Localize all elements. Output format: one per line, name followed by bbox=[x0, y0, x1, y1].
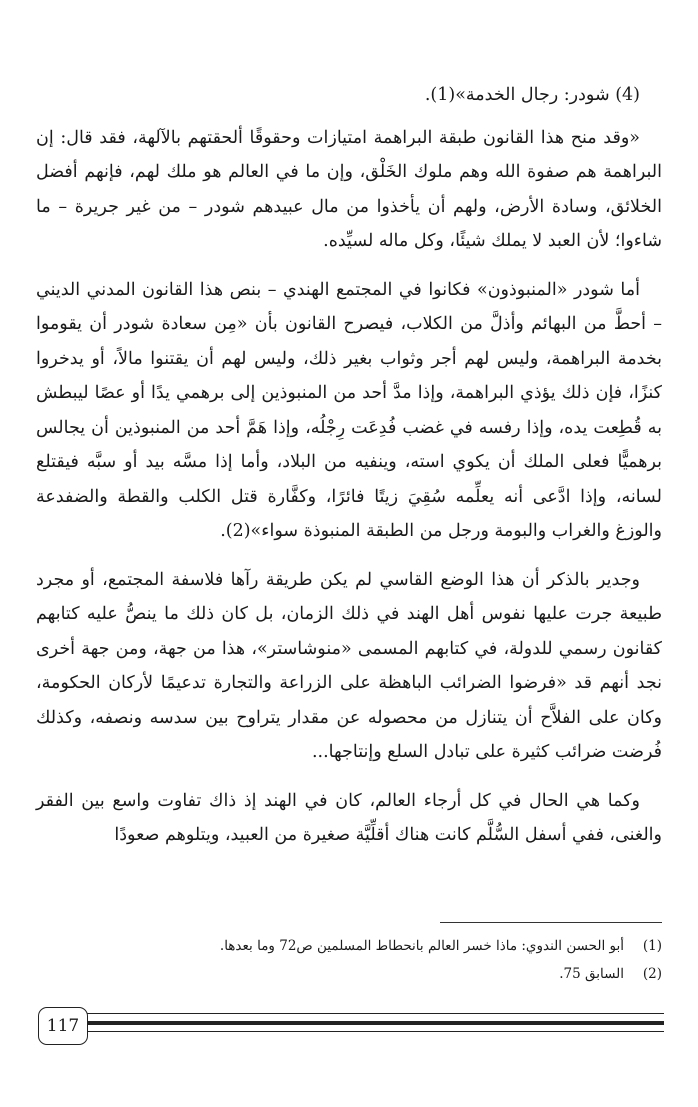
footnote-1 bbox=[36, 932, 662, 960]
heading-shudra: (4) شودر: رجال الخدمة»(1). bbox=[424, 85, 640, 105]
footnote-text: أبو الحسن الندوي: ماذا خسر العالم بانحطاط المسلمين ص72 وما بعدها. bbox=[219, 938, 624, 954]
footnote-number: (1) bbox=[642, 938, 662, 954]
paragraph-outcasts: أما شودر «المنبوذون» فكانوا في المجتمع الهندي – بنص هذا القانون المدني الديني – أحطَّ من البهائم وأذلَّ من الكلاب، فيصرح القانون بأن «مِن سعادة شودر أن يقوموا بخدمة البراهمة، وليس لهم أجر وثواب بغير ذلك، وليس لهم أن يقتنوا مالاً، أو يدخروا كنزًا، فإن ذلك يؤذي البراهمة، وإذا مدَّ أحد من المنبوذين إلى برهمي يدًا أو عصًا ليبطش به قُطِعت يده، وإذا رفسه في غضب فُدِعَت رِجْلُه، وإذا هَمَّ أحد من المنبوذين أن يجالس برهميًّا فعلى الملك أن يكوي استه، وينفيه من البلاد، وأما إذا مسَّه بيد أو سبَّه فيقتلع لسانه، وإذا ادَّعى أنه يعلِّمه سُقِيَ زيتًا فائرًا، وكفَّارة قتل الكلب والقطة والضفدعة والوزغ والغراب والبومة ورجل من الطبقة المنبوذة سواء»(2). bbox=[36, 279, 662, 541]
footnote-divider bbox=[440, 922, 662, 923]
footnote-text: السابق 75. bbox=[559, 966, 624, 982]
paragraph-wealth-gap: وكما هي الحال في كل أرجاء العالم، كان في الهند إذ ذاك تفاوت واسع بين الفقر والغنى، ففي أسفل السُّلَّم كانت هناك أقلِّيَّة صغيرة من العبيد، ويتلوهم صعودًا bbox=[36, 790, 662, 845]
body-text bbox=[36, 78, 662, 867]
footnote-number: (2) bbox=[642, 966, 662, 982]
footnotes bbox=[36, 932, 662, 988]
paragraph-brahmins: «وقد منح هذا القانون طبقة البراهمة امتيازات وحقوقًا ألحقتهم بالآلهة، فقد قال: إن البراهمة هم صفوة الله وهم ملوك الخَلْق، وإن ما في العالم هو ملك لهم، فإنهم أفضل الخلائق، وسادة الأرض، ولهم أن يأخذوا من مال عبيدهم شودر – من غير جريرة – ما شاءوا؛ لأن العبد لا يملك شيئًا، وكل ماله لسيِّده. bbox=[36, 127, 662, 251]
paragraph-manu-law: وجدير بالذكر أن هذا الوضع القاسي لم يكن طريقة رآها فلاسفة المجتمع، أو مجرد طبيعة جرت عليها نفوس أهل الهند في ذلك الزمان، بل كان ذلك ما ينصُّ عليه كتابهم كقانون رسمي للدولة، في كتابهم المسمى «منوشاستر»، هذا من جهة، ومن جهة أخرى نجد أنهم قد «فرضوا الضرائب الباهظة على الزراعة والتجارة تدعيمًا لأركان الحكومة، وكان على الفلاَّح أن يتنازل من محصوله عن مقدار يتراوح بين سدسه ونصفه، وكذلك فُرضت ضرائب كثيرة على تبادل السلع وإنتاجها... bbox=[36, 569, 662, 762]
footer-rule-thin-top bbox=[86, 1013, 664, 1014]
page-number: 117 bbox=[38, 1007, 88, 1045]
footer-rule-thin-bottom bbox=[86, 1031, 664, 1032]
footnote-2 bbox=[36, 960, 662, 988]
footer-rule-thick bbox=[86, 1021, 664, 1025]
